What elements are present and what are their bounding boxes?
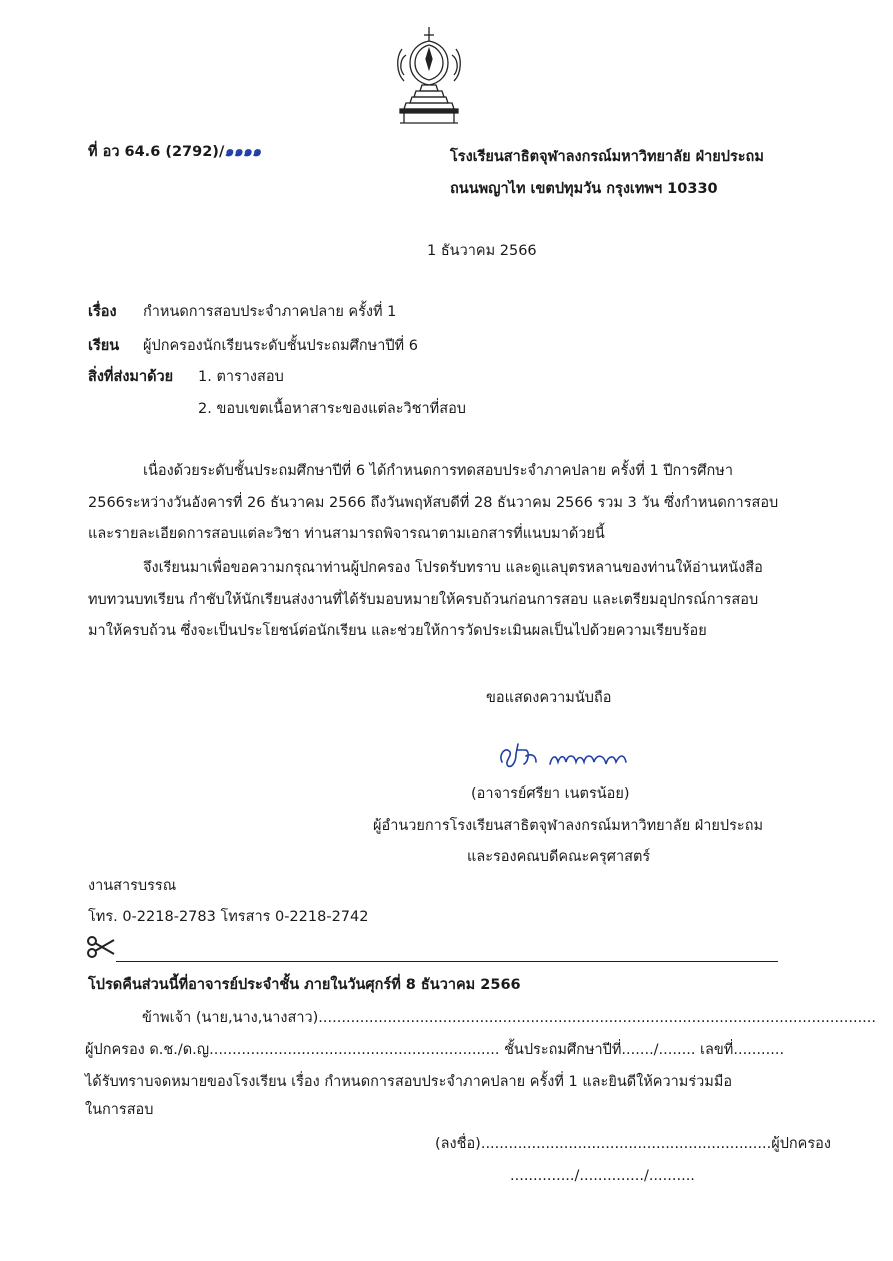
slip-signature-line: (ลงชื่อ)...............................................................ผู้ปกครอง: [435, 1136, 831, 1152]
slip-name-line: ข้าพเจ้า (นาย,นาง,นางสาว).........................................................................................................................: [142, 1010, 877, 1026]
document-number: [88, 142, 261, 162]
cut-line: [116, 961, 778, 962]
enclosure-label: สิ่งที่ส่งมาด้วย: [88, 369, 174, 385]
document-number-prefix: ที่ อว 64.6 (2792)/: [88, 144, 225, 160]
body-paragraph-1: [88, 456, 788, 551]
letter-date: 1 ธันวาคม 2566: [427, 243, 537, 259]
slip-student-line: ผู้ปกครอง ด.ช./ด.ญ............................................................... ชั้นประถมศึกษาปีที่......./........ เลขที่...........: [85, 1042, 785, 1058]
return-note: โปรดคืนส่วนนี้ที่อาจารย์ประจำชั้น ภายในวันศุกร์ที่ 8 ธันวาคม 2566: [88, 977, 521, 993]
office-department: งานสารบรรณ: [88, 878, 177, 894]
paragraph-line: ทบทวนบทเรียน กำชับให้นักเรียนส่งงานที่ได้รับมอบหมายให้ครบถ้วนก่อนการสอบ และเตรียมอุปกรณ์การสอบ: [88, 591, 759, 608]
school-address: ถนนพญาไท เขตปทุมวัน กรุงเทพฯ 10330: [450, 181, 718, 197]
slip-date-line: ............../............../..........: [510, 1168, 695, 1184]
office-contact: โทร. 0-2218-2783 โทรสาร 0-2218-2742: [88, 909, 369, 925]
school-crest-logo: [396, 25, 462, 129]
subject-text: กำหนดการสอบประจำภาคปลาย ครั้งที่ 1: [143, 304, 397, 320]
to-text: ผู้ปกครองนักเรียนระดับชั้นประถมศึกษาปีที่ 6: [143, 338, 418, 354]
signatory-position-2: และรองคณบดีคณะครุศาสตร์: [467, 849, 651, 865]
paragraph-line: มาให้ครบถ้วน ซึ่งจะเป็นประโยชน์ต่อนักเรียน และช่วยให้การวัดประเมินผลเป็นไปด้วยความเรียบร้อย: [88, 623, 707, 639]
school-name: โรงเรียนสาธิตจุฬาลงกรณ์มหาวิทยาลัย ฝ่ายประถม: [450, 149, 764, 165]
body-paragraph-2: [88, 553, 788, 648]
paragraph-line: 2566ระหว่างวันอังคารที่ 26 ธันวาคม 2566 ถึงวันพฤหัสบดีที่ 28 ธันวาคม 2566 รวม 3 วัน ซึ่งกำหนดการสอบ: [88, 494, 779, 511]
closing-regards: ขอแสดงความนับถือ: [486, 690, 612, 706]
slip-acknowledge-line-2: ในการสอบ: [85, 1102, 154, 1118]
enclosure-item: 2. ขอบเขตเนื้อหาสาระของแต่ละวิชาที่สอบ: [198, 401, 466, 417]
scissors-icon: [86, 935, 116, 959]
paragraph-line: และรายละเอียดการสอบแต่ละวิชา ท่านสามารถพิจารณาตามเอกสารที่แนบมาด้วยนี้: [88, 526, 605, 542]
document-number-handwritten: ๑๑๑๑: [224, 143, 262, 160]
paragraph-line: เนื่องด้วยระดับชั้นประถมศึกษาปีที่ 6 ได้กำหนดการทดสอบประจำภาคปลาย ครั้งที่ 1 ปีการศึกษา: [143, 463, 733, 479]
to-label: เรียน: [88, 338, 120, 354]
slip-acknowledge-line: ได้รับทราบจดหมายของโรงเรียน เรื่อง กำหนดการสอบประจำภาคปลาย ครั้งที่ 1 และยินดีให้ความร่วมมือ: [85, 1074, 733, 1090]
enclosure-item: 1. ตารางสอบ: [198, 369, 284, 385]
subject-label: เรื่อง: [88, 304, 117, 320]
paragraph-line: จึงเรียนมาเพื่อขอความกรุณาท่านผู้ปกครอง โปรดรับทราบ และดูแลบุตรหลานของท่านให้อ่านหนังสือ: [143, 560, 763, 576]
handwritten-signature: [496, 740, 636, 774]
signatory-name: (อาจารย์ศรียา เนตรน้อย): [471, 786, 630, 802]
signatory-position: ผู้อำนวยการโรงเรียนสาธิตจุฬาลงกรณ์มหาวิทยาลัย ฝ่ายประถม: [373, 818, 764, 834]
